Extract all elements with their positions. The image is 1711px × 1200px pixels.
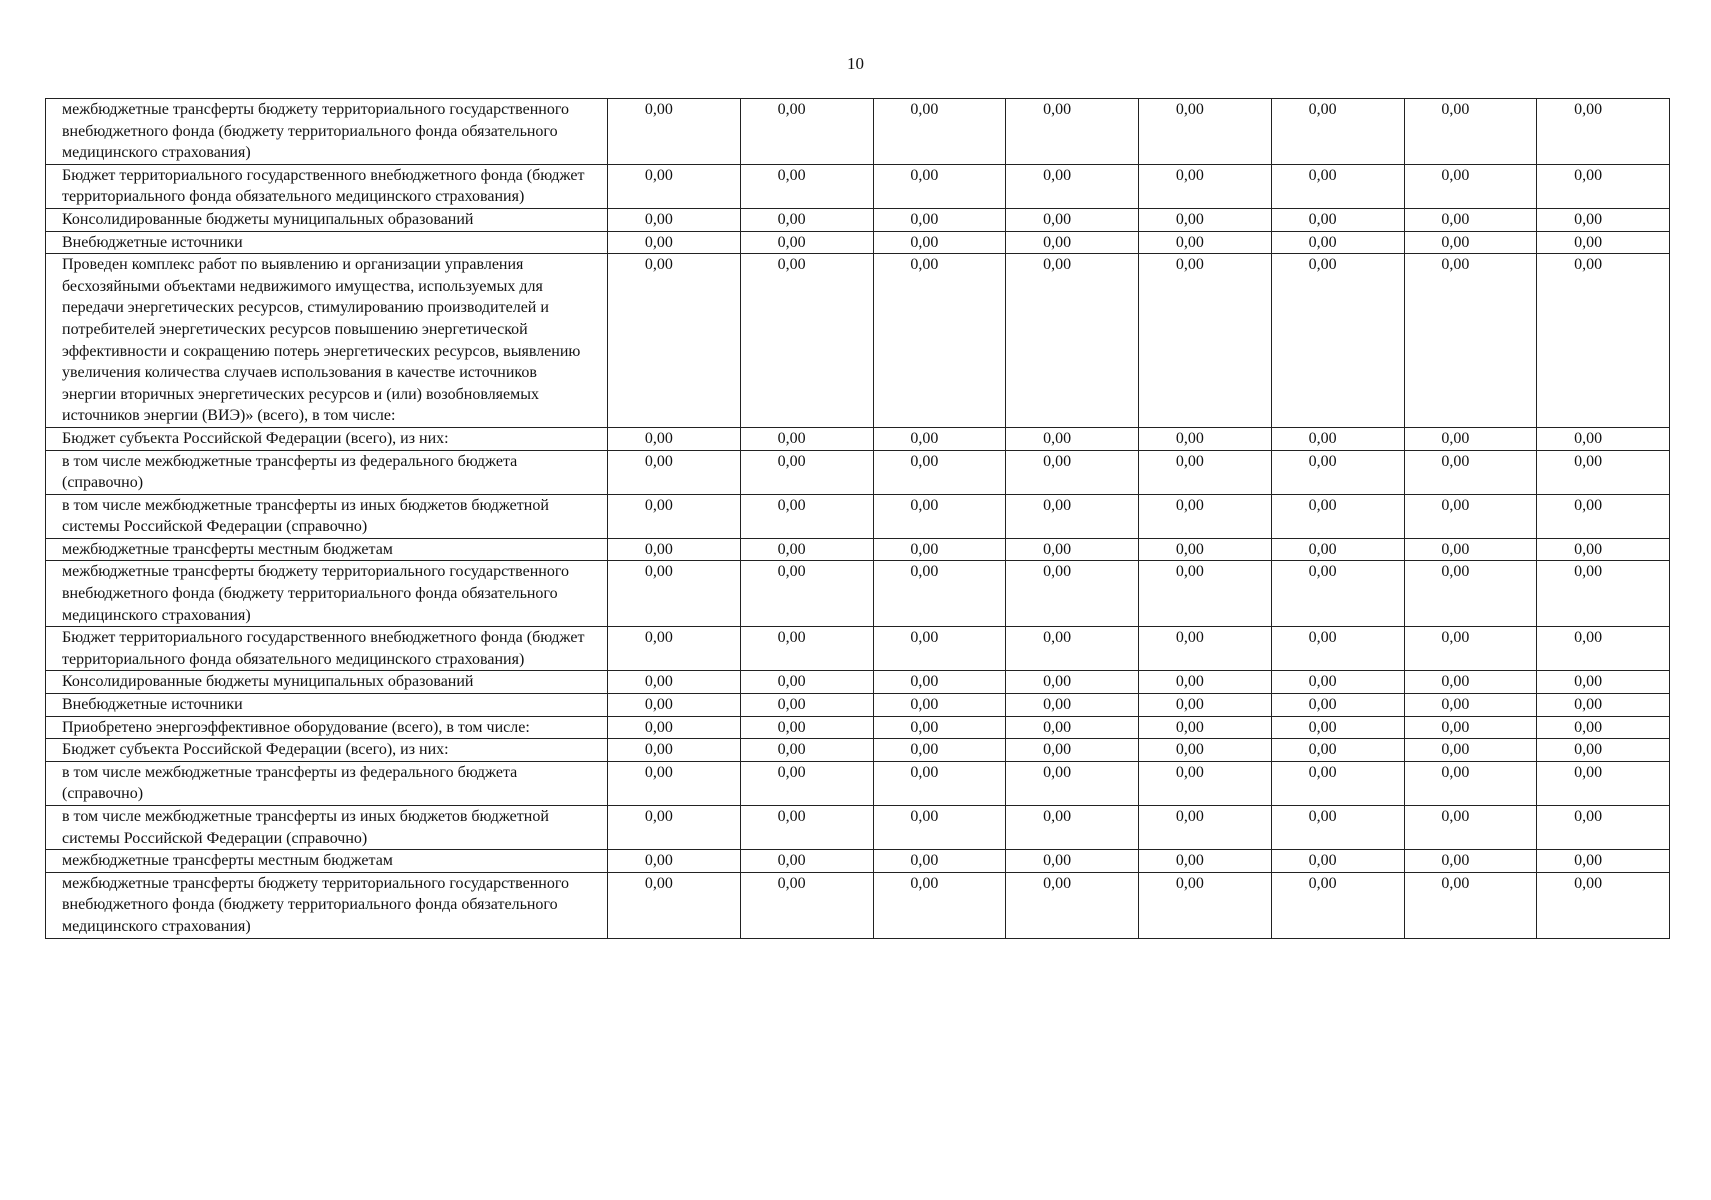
value-cell: 0,00	[1139, 561, 1272, 627]
value-cell: 0,00	[1404, 850, 1537, 873]
value-cell: 0,00	[1271, 627, 1404, 671]
value-cell: 0,00	[740, 231, 873, 254]
table-row	[46, 561, 1670, 627]
value-cell: 0,00	[1271, 716, 1404, 739]
value-cell: 0,00	[608, 716, 741, 739]
table-row	[46, 538, 1670, 561]
value-cell: 0,00	[1139, 872, 1272, 938]
row-label: Бюджет субъекта Российской Федерации (всего), из них:	[46, 739, 608, 762]
table-row	[46, 427, 1670, 450]
value-cell: 0,00	[1404, 561, 1537, 627]
row-label: межбюджетные трансферты бюджету территориального государственного внебюджетного фонда (бюджету территориального фонда обязательного медицинского страхования)	[46, 99, 608, 165]
value-cell: 0,00	[873, 494, 1006, 538]
value-cell: 0,00	[1404, 872, 1537, 938]
value-cell: 0,00	[1404, 99, 1537, 165]
value-cell: 0,00	[1537, 538, 1670, 561]
value-cell: 0,00	[873, 427, 1006, 450]
value-cell: 0,00	[1139, 739, 1272, 762]
value-cell: 0,00	[1006, 164, 1139, 208]
value-cell: 0,00	[1006, 694, 1139, 717]
table-row	[46, 716, 1670, 739]
value-cell: 0,00	[1404, 254, 1537, 428]
value-cell: 0,00	[740, 627, 873, 671]
value-cell: 0,00	[873, 671, 1006, 694]
value-cell: 0,00	[1139, 231, 1272, 254]
value-cell: 0,00	[873, 164, 1006, 208]
value-cell: 0,00	[873, 561, 1006, 627]
value-cell: 0,00	[873, 627, 1006, 671]
value-cell: 0,00	[1271, 538, 1404, 561]
value-cell: 0,00	[1404, 164, 1537, 208]
value-cell: 0,00	[1404, 427, 1537, 450]
value-cell: 0,00	[1537, 561, 1670, 627]
table-row	[46, 450, 1670, 494]
value-cell: 0,00	[740, 254, 873, 428]
value-cell: 0,00	[1404, 761, 1537, 805]
row-label: межбюджетные трансферты местным бюджетам	[46, 850, 608, 873]
value-cell: 0,00	[1006, 450, 1139, 494]
value-cell: 0,00	[740, 538, 873, 561]
value-cell: 0,00	[1139, 494, 1272, 538]
value-cell: 0,00	[608, 450, 741, 494]
value-cell: 0,00	[608, 872, 741, 938]
row-label: в том числе межбюджетные трансферты из иных бюджетов бюджетной системы Российской Федерации (справочно)	[46, 494, 608, 538]
row-label: межбюджетные трансферты бюджету территориального государственного внебюджетного фонда (бюджету территориального фонда обязательного медицинского страхования)	[46, 872, 608, 938]
value-cell: 0,00	[1006, 231, 1139, 254]
row-label: межбюджетные трансферты местным бюджетам	[46, 538, 608, 561]
value-cell: 0,00	[1537, 694, 1670, 717]
value-cell: 0,00	[1271, 450, 1404, 494]
table-row	[46, 872, 1670, 938]
value-cell: 0,00	[608, 694, 741, 717]
table-row	[46, 231, 1670, 254]
value-cell: 0,00	[608, 561, 741, 627]
value-cell: 0,00	[1139, 164, 1272, 208]
value-cell: 0,00	[873, 99, 1006, 165]
value-cell: 0,00	[1537, 164, 1670, 208]
value-cell: 0,00	[1271, 850, 1404, 873]
value-cell: 0,00	[608, 231, 741, 254]
value-cell: 0,00	[740, 694, 873, 717]
value-cell: 0,00	[1271, 164, 1404, 208]
table-row	[46, 99, 1670, 165]
value-cell: 0,00	[1537, 450, 1670, 494]
value-cell: 0,00	[1006, 716, 1139, 739]
row-label: Консолидированные бюджеты муниципальных образований	[46, 671, 608, 694]
value-cell: 0,00	[1404, 494, 1537, 538]
value-cell: 0,00	[1006, 494, 1139, 538]
value-cell: 0,00	[1006, 254, 1139, 428]
value-cell: 0,00	[1006, 671, 1139, 694]
value-cell: 0,00	[1537, 806, 1670, 850]
table-row	[46, 806, 1670, 850]
value-cell: 0,00	[1271, 231, 1404, 254]
value-cell: 0,00	[740, 850, 873, 873]
row-label: в том числе межбюджетные трансферты из федерального бюджета (справочно)	[46, 450, 608, 494]
value-cell: 0,00	[1537, 761, 1670, 805]
value-cell: 0,00	[1271, 739, 1404, 762]
value-cell: 0,00	[1006, 761, 1139, 805]
row-label: Бюджет территориального государственного внебюджетного фонда (бюджет территориального фонда обязательного медицинского страхования)	[46, 164, 608, 208]
value-cell: 0,00	[1404, 716, 1537, 739]
value-cell: 0,00	[1404, 208, 1537, 231]
value-cell: 0,00	[873, 694, 1006, 717]
value-cell: 0,00	[608, 806, 741, 850]
value-cell: 0,00	[608, 164, 741, 208]
value-cell: 0,00	[1537, 427, 1670, 450]
value-cell: 0,00	[740, 208, 873, 231]
value-cell: 0,00	[1404, 231, 1537, 254]
table-body	[46, 99, 1670, 939]
value-cell: 0,00	[1271, 99, 1404, 165]
row-label: Проведен комплекс работ по выявлению и организации управления бесхозяйными объектами недвижимого имущества, используемых для передачи энергетических ресурсов, стимулированию производителей и потребителей энергетических ресурсов повышению энергетической эффективности и сокращению потерь энергетических ресурсов, выявлению увеличения количества случаев использования в качестве источников энергии вторичных энергетических ресурсов и (или) возобновляемых источников энергии (ВИЭ)» (всего), в том числе:	[46, 254, 608, 428]
value-cell: 0,00	[873, 208, 1006, 231]
value-cell: 0,00	[1139, 694, 1272, 717]
value-cell: 0,00	[873, 716, 1006, 739]
value-cell: 0,00	[608, 427, 741, 450]
row-label: в том числе межбюджетные трансферты из иных бюджетов бюджетной системы Российской Федерации (справочно)	[46, 806, 608, 850]
value-cell: 0,00	[873, 231, 1006, 254]
value-cell: 0,00	[1537, 627, 1670, 671]
value-cell: 0,00	[1139, 850, 1272, 873]
value-cell: 0,00	[1139, 627, 1272, 671]
value-cell: 0,00	[740, 99, 873, 165]
table-row	[46, 739, 1670, 762]
row-label: Внебюджетные источники	[46, 694, 608, 717]
table-row	[46, 694, 1670, 717]
value-cell: 0,00	[873, 761, 1006, 805]
value-cell: 0,00	[740, 494, 873, 538]
value-cell: 0,00	[873, 450, 1006, 494]
value-cell: 0,00	[1006, 627, 1139, 671]
value-cell: 0,00	[1271, 872, 1404, 938]
value-cell: 0,00	[608, 208, 741, 231]
table-row	[46, 627, 1670, 671]
value-cell: 0,00	[1006, 806, 1139, 850]
value-cell: 0,00	[1139, 761, 1272, 805]
value-cell: 0,00	[873, 806, 1006, 850]
value-cell: 0,00	[873, 872, 1006, 938]
value-cell: 0,00	[608, 254, 741, 428]
value-cell: 0,00	[1537, 716, 1670, 739]
value-cell: 0,00	[608, 761, 741, 805]
value-cell: 0,00	[1006, 850, 1139, 873]
value-cell: 0,00	[1139, 427, 1272, 450]
value-cell: 0,00	[1404, 739, 1537, 762]
table-row	[46, 208, 1670, 231]
value-cell: 0,00	[608, 99, 741, 165]
value-cell: 0,00	[1404, 671, 1537, 694]
page-number: 10	[847, 54, 864, 73]
value-cell: 0,00	[608, 850, 741, 873]
row-label: межбюджетные трансферты бюджету территориального государственного внебюджетного фонда (бюджету территориального фонда обязательного медицинского страхования)	[46, 561, 608, 627]
value-cell: 0,00	[1139, 450, 1272, 494]
value-cell: 0,00	[1271, 671, 1404, 694]
value-cell: 0,00	[1537, 254, 1670, 428]
value-cell: 0,00	[740, 450, 873, 494]
table-row	[46, 494, 1670, 538]
row-label: Внебюджетные источники	[46, 231, 608, 254]
value-cell: 0,00	[608, 671, 741, 694]
value-cell: 0,00	[1006, 739, 1139, 762]
value-cell: 0,00	[1537, 494, 1670, 538]
table-row	[46, 164, 1670, 208]
value-cell: 0,00	[1006, 99, 1139, 165]
value-cell: 0,00	[1006, 538, 1139, 561]
value-cell: 0,00	[873, 739, 1006, 762]
value-cell: 0,00	[608, 739, 741, 762]
value-cell: 0,00	[1537, 850, 1670, 873]
value-cell: 0,00	[1271, 806, 1404, 850]
table-row	[46, 761, 1670, 805]
value-cell: 0,00	[740, 716, 873, 739]
value-cell: 0,00	[608, 494, 741, 538]
value-cell: 0,00	[1271, 254, 1404, 428]
value-cell: 0,00	[1006, 208, 1139, 231]
value-cell: 0,00	[740, 872, 873, 938]
value-cell: 0,00	[740, 806, 873, 850]
value-cell: 0,00	[1404, 806, 1537, 850]
value-cell: 0,00	[740, 671, 873, 694]
value-cell: 0,00	[1537, 671, 1670, 694]
table-row	[46, 671, 1670, 694]
value-cell: 0,00	[1139, 254, 1272, 428]
value-cell: 0,00	[1537, 872, 1670, 938]
value-cell: 0,00	[740, 739, 873, 762]
value-cell: 0,00	[1006, 427, 1139, 450]
value-cell: 0,00	[1271, 694, 1404, 717]
value-cell: 0,00	[1537, 739, 1670, 762]
value-cell: 0,00	[873, 850, 1006, 873]
value-cell: 0,00	[1537, 99, 1670, 165]
value-cell: 0,00	[1537, 231, 1670, 254]
value-cell: 0,00	[1139, 716, 1272, 739]
table-row	[46, 254, 1670, 428]
value-cell: 0,00	[740, 761, 873, 805]
value-cell: 0,00	[740, 164, 873, 208]
value-cell: 0,00	[873, 538, 1006, 561]
budget-table	[45, 98, 1670, 939]
value-cell: 0,00	[1006, 561, 1139, 627]
value-cell: 0,00	[740, 427, 873, 450]
value-cell: 0,00	[1271, 208, 1404, 231]
value-cell: 0,00	[1271, 761, 1404, 805]
value-cell: 0,00	[1139, 538, 1272, 561]
value-cell: 0,00	[608, 627, 741, 671]
value-cell: 0,00	[1404, 694, 1537, 717]
value-cell: 0,00	[1404, 538, 1537, 561]
row-label: Приобретено энергоэффективное оборудование (всего), в том числе:	[46, 716, 608, 739]
table-row	[46, 850, 1670, 873]
row-label: Консолидированные бюджеты муниципальных образований	[46, 208, 608, 231]
value-cell: 0,00	[1006, 872, 1139, 938]
value-cell: 0,00	[1271, 561, 1404, 627]
value-cell: 0,00	[1139, 208, 1272, 231]
value-cell: 0,00	[608, 538, 741, 561]
row-label: в том числе межбюджетные трансферты из федерального бюджета (справочно)	[46, 761, 608, 805]
value-cell: 0,00	[1139, 671, 1272, 694]
value-cell: 0,00	[1271, 427, 1404, 450]
value-cell: 0,00	[1404, 450, 1537, 494]
row-label: Бюджет субъекта Российской Федерации (всего), из них:	[46, 427, 608, 450]
value-cell: 0,00	[1139, 806, 1272, 850]
value-cell: 0,00	[740, 561, 873, 627]
value-cell: 0,00	[1404, 627, 1537, 671]
row-label: Бюджет территориального государственного внебюджетного фонда (бюджет территориального фонда обязательного медицинского страхования)	[46, 627, 608, 671]
value-cell: 0,00	[1537, 208, 1670, 231]
value-cell: 0,00	[1271, 494, 1404, 538]
value-cell: 0,00	[873, 254, 1006, 428]
value-cell: 0,00	[1139, 99, 1272, 165]
